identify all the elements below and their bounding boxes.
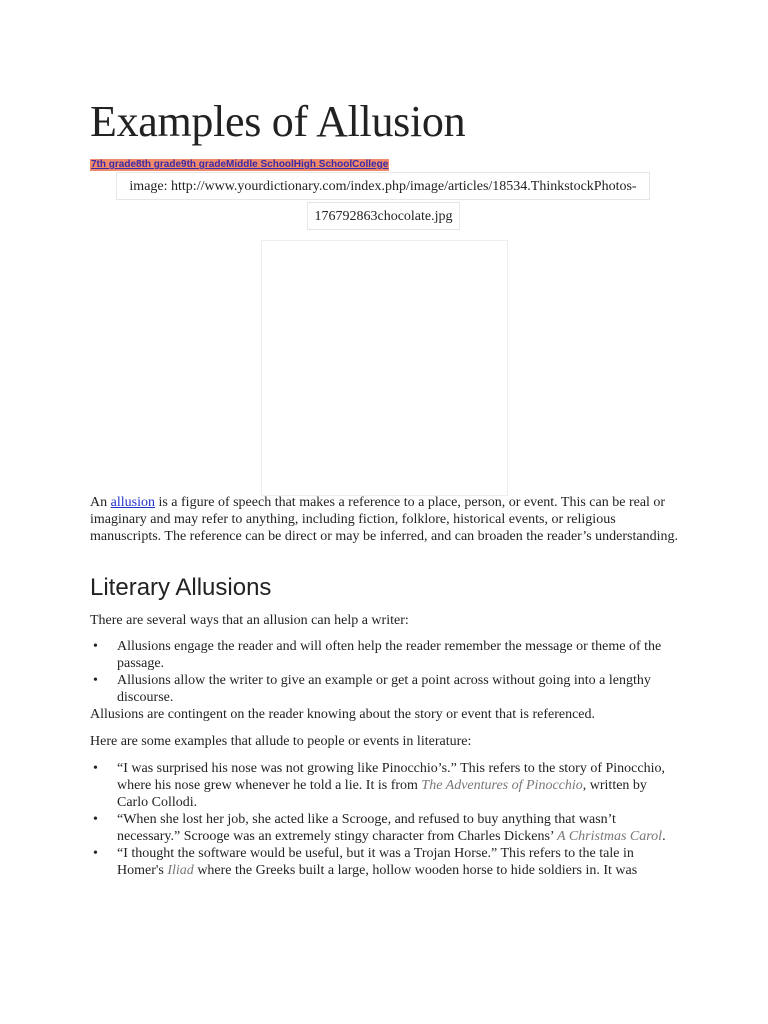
section-heading-literary-allusions: Literary Allusions (90, 574, 272, 601)
contingent-paragraph: Allusions are contingent on the reader knowing about the story or event that is referenced. (90, 707, 596, 722)
list-item (90, 760, 680, 811)
example-text: “I was surprised his nose was not growing like Pinocchio’s.” This refers to the story of Pinocchio, where his nose grew whenever he told a lie. It is from (117, 761, 665, 793)
work-title: Iliad (167, 863, 194, 878)
page-title: Examples of Allusion (90, 97, 466, 146)
list-item: • Allusions engage the reader and will often help the reader remember the message or theme of the passage. (90, 638, 680, 672)
example-text: “I thought the software would be useful, but it was a Trojan Horse.” This refers to the tale in Homer's (117, 846, 634, 878)
examples-lead: Here are some examples that allude to people or events in literature: (90, 734, 472, 749)
examples-list (90, 760, 680, 879)
intro-paragraph (90, 494, 680, 545)
intro-text-before: An (90, 495, 111, 510)
example-text: “When she lost her job, she acted like a Scrooge, and refused to buy anything that wasn’t necessary.” Scrooge was an extremely stingy character from Charles Dickens’ (117, 812, 616, 844)
example-text: . (662, 829, 666, 844)
work-title: A Christmas Carol (557, 829, 663, 844)
list-item: • Allusions allow the writer to give an example or get a point across without going into a lengthy discourse. (90, 672, 680, 706)
benefits-list (90, 638, 680, 706)
section-lead: There are several ways that an allusion can help a writer: (90, 613, 409, 628)
image-caption-line-2: 176792863chocolate.jpg (307, 202, 460, 230)
list-item (90, 811, 680, 845)
intro-text-after: is a figure of speech that makes a reference to a place, person, or event. This can be real or imaginary and may refer to anything, including fiction, folklore, historical events, or religious manuscripts. The reference can be direct or may be inferred, and can broaden the reader’s understanding. (90, 495, 678, 544)
example-text: , written by Carlo Collodi. (117, 778, 647, 810)
example-text: where the Greeks built a large, hollow wooden horse to hide soldiers in. It was (193, 863, 638, 878)
list-item (90, 845, 680, 879)
article-image-placeholder (261, 240, 508, 496)
grade-level-tags[interactable]: 7th grade8th grade9th gradeMiddle SchoolHigh SchoolCollege (91, 159, 389, 170)
image-caption-line-1: image: http://www.yourdictionary.com/index.php/image/articles/18534.ThinkstockPhotos- (116, 172, 650, 200)
allusion-link[interactable]: allusion (110, 495, 155, 510)
work-title: The Adventures of Pinocchio (421, 778, 583, 793)
